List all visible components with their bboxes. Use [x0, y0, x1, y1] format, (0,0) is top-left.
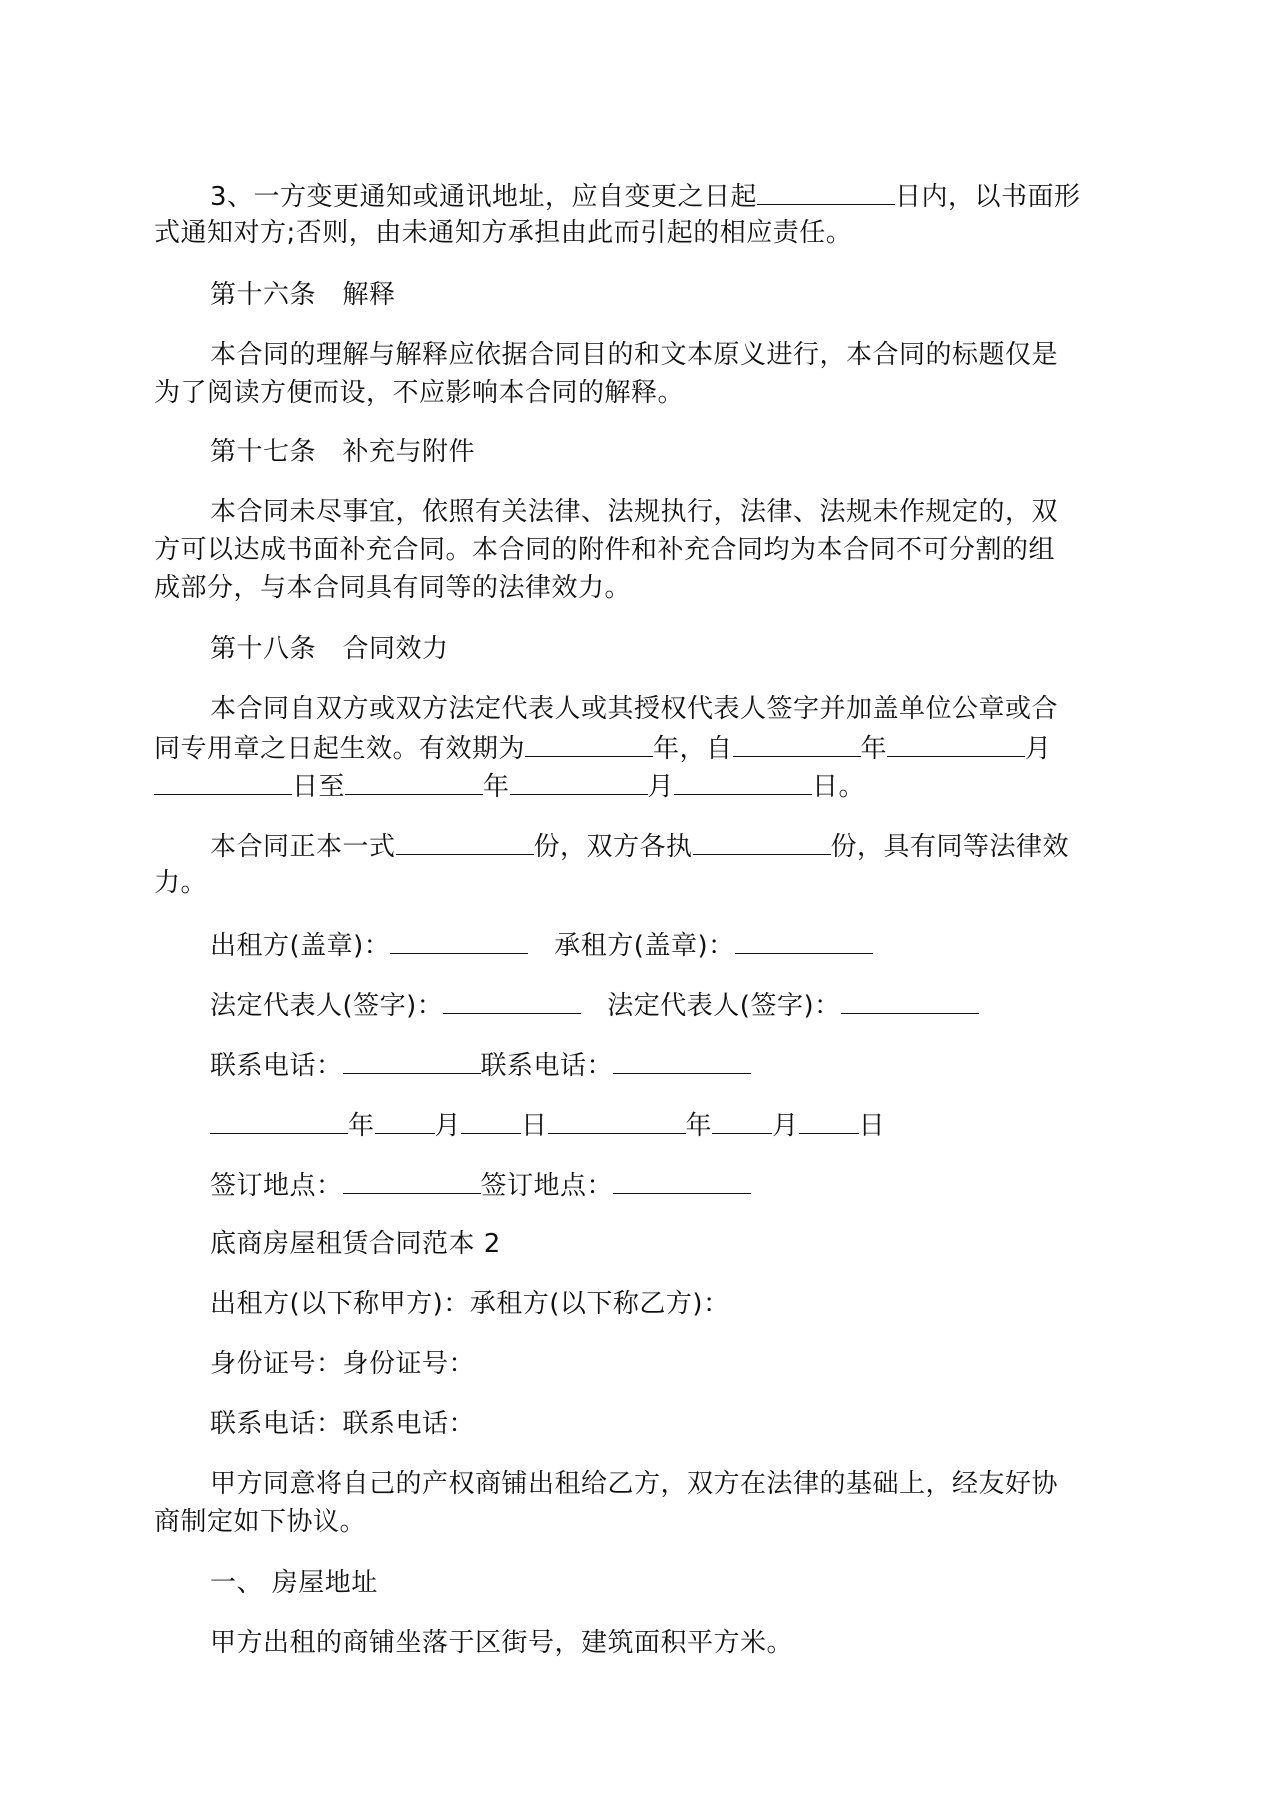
blank-lessor-seal[interactable]	[390, 929, 528, 954]
article-17-line-1: 本合同未尽事宜，依照有关法律、法规执行，法律、法规未作规定的，双	[210, 497, 1059, 527]
month-label: 月	[1025, 734, 1052, 764]
phone-signature-line	[210, 1049, 751, 1081]
end-day-label: 日。	[812, 772, 866, 802]
blank-lessee-seal[interactable]	[735, 929, 873, 954]
lessee-seal-label: 承租方(盖章)：	[554, 931, 735, 961]
blank-lessor-month[interactable]	[375, 1109, 435, 1134]
blank-lessor-phone[interactable]	[343, 1049, 481, 1074]
blank-lessee-month[interactable]	[712, 1109, 772, 1134]
lessor-month-label: 月	[434, 1111, 462, 1141]
blank-lessee-day[interactable]	[799, 1109, 859, 1134]
blank-lessor-day[interactable]	[461, 1109, 521, 1134]
blank-end-month[interactable]	[510, 770, 648, 795]
legal-rep-line	[210, 989, 979, 1021]
copies-line-2: 力。	[154, 868, 208, 898]
blank-end-day[interactable]	[674, 770, 812, 795]
lessee-month-label: 月	[772, 1111, 799, 1141]
lessor-legal-rep-label: 法定代表人(签字)：	[210, 991, 444, 1021]
contact-phone-line: 联系电话：联系电话：	[210, 1409, 476, 1439]
blank-lessor-year[interactable]	[210, 1109, 348, 1134]
lessor-year-label: 年	[348, 1111, 375, 1141]
blank-start-month[interactable]	[887, 732, 1025, 757]
lessee-legal-rep-label: 法定代表人(签字)：	[607, 991, 841, 1021]
section-1-body: 甲方出租的商铺坐落于区街号，建筑面积平方米。	[210, 1628, 794, 1658]
article-17-line-3: 成部分，与本合同具有同等的法律效力。	[154, 573, 632, 603]
lessor-phone-label: 联系电话：	[210, 1051, 343, 1081]
copies-line-1	[210, 830, 1069, 862]
clause-3-line-2: 式通知对方;否则，由未通知方承担由此而引起的相应责任。	[154, 218, 853, 248]
article-18-line-3	[154, 770, 865, 802]
blank-start-year[interactable]	[733, 732, 861, 757]
lessor-day-label: 日	[521, 1111, 548, 1141]
article-17-title: 第十七条 补充与附件	[210, 437, 476, 467]
end-year-label: 年	[483, 772, 510, 802]
seal-line	[210, 929, 873, 961]
year-label: 年	[860, 734, 888, 764]
lessee-place-label: 签订地点：	[480, 1171, 614, 1201]
blank-days[interactable]	[757, 180, 895, 205]
article-18-line-2	[154, 732, 1052, 764]
article-16-line-1: 本合同的理解与解释应依据合同目的和文本原义进行，本合同的标题仅是	[210, 340, 1059, 370]
blank-end-year[interactable]	[345, 770, 483, 795]
lessor-place-label: 签订地点：	[210, 1171, 343, 1201]
article-18-title: 第十八条 合同效力	[210, 634, 449, 664]
lessee-year-label: 年	[685, 1111, 713, 1141]
copies-text-c: 份，具有同等法律效	[830, 832, 1070, 862]
article-18-line-1: 本合同自双方或双方法定代表人或其授权代表人签字并加盖单位公章或合	[210, 694, 1059, 724]
id-number-line: 身份证号：身份证号：	[210, 1349, 476, 1379]
signing-place-line	[210, 1169, 751, 1201]
end-month-label: 月	[647, 772, 675, 802]
agreement-line-1: 甲方同意将自己的产权商铺出租给乙方，双方在法律的基础上，经友好协	[210, 1469, 1059, 1499]
blank-lessee-legal-rep[interactable]	[841, 989, 979, 1014]
clause-3-text-b: 日内，以书面形	[895, 182, 1081, 212]
validity-text: 同专用章之日起生效。有效期为	[154, 734, 526, 764]
copies-text-b: 份，双方各执	[533, 832, 693, 862]
article-17-line-2: 方可以达成书面补充合同。本合同的附件和补充合同均为本合同不可分割的组	[154, 535, 1056, 565]
lessee-day-label: 日	[858, 1111, 886, 1141]
signature-date-line	[210, 1109, 885, 1141]
blank-start-day[interactable]	[154, 770, 292, 795]
blank-lessor-place[interactable]	[343, 1169, 481, 1194]
clause-3-line-1	[210, 180, 1081, 212]
parties-line: 出租方(以下称甲方)：承租方(以下称乙方)：	[210, 1289, 730, 1319]
agreement-line-2: 商制定如下协议。	[154, 1507, 367, 1537]
article-16-line-2: 为了阅读方便而设，不应影响本合同的解释。	[154, 378, 685, 408]
blank-lessee-year[interactable]	[548, 1109, 686, 1134]
blank-validity-years[interactable]	[525, 732, 653, 757]
copies-text-a: 本合同正本一式	[210, 832, 396, 862]
blank-copies-each[interactable]	[693, 830, 831, 855]
clause-3-text-a: 3、一方变更通知或通讯地址，应自变更之日起	[210, 182, 758, 212]
section-1-title: 一、 房屋地址	[210, 1568, 378, 1598]
blank-lessee-phone[interactable]	[613, 1049, 751, 1074]
validity-from-text: 年，自	[653, 734, 733, 764]
blank-lessee-place[interactable]	[613, 1169, 751, 1194]
article-16-title: 第十六条 解释	[210, 280, 396, 310]
lessor-seal-label: 出租方(盖章)：	[210, 931, 391, 961]
day-to-label: 日至	[292, 772, 346, 802]
blank-lessor-legal-rep[interactable]	[443, 989, 581, 1014]
template-2-title: 底商房屋租赁合同范本 2	[210, 1229, 501, 1259]
blank-total-copies[interactable]	[396, 830, 534, 855]
lessee-phone-label: 联系电话：	[480, 1051, 614, 1081]
